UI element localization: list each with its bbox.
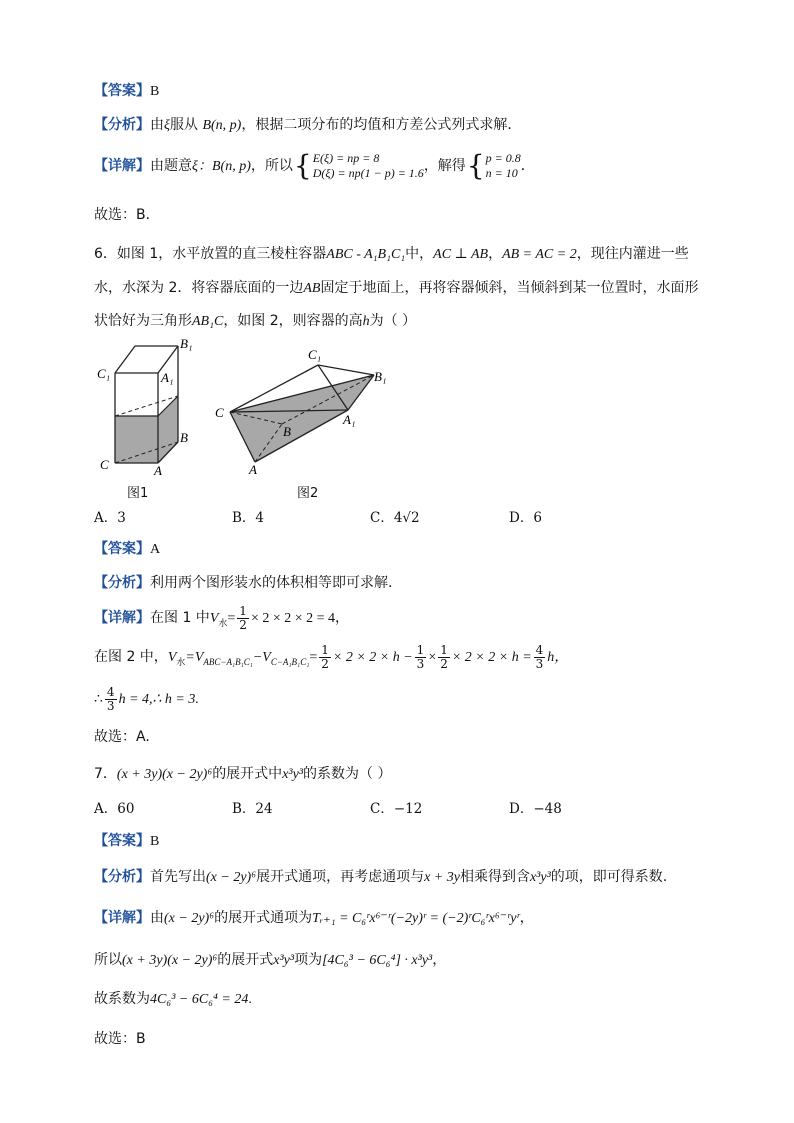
analysis-tag: 【分析】 xyxy=(94,575,150,591)
text: ，解得 xyxy=(423,158,466,174)
math: h， xyxy=(547,650,569,665)
text: 中， xyxy=(405,246,434,262)
text: ，所以 xyxy=(250,158,293,174)
text: 相乘得到含 xyxy=(459,869,530,885)
math: =V xyxy=(185,650,204,665)
text: 7． xyxy=(94,766,117,782)
fraction xyxy=(534,644,546,671)
equation: E(ξ) = np = 8 xyxy=(312,151,380,165)
subscript: 水 xyxy=(176,657,186,668)
detail-tag: 【详解】 xyxy=(94,910,150,926)
q6-detail-line1 xyxy=(94,603,349,639)
math: V xyxy=(209,611,219,626)
math: x + 3y xyxy=(424,870,460,885)
math: x³y³ xyxy=(273,953,295,968)
q7-detail-line1 xyxy=(94,909,534,928)
text: . xyxy=(248,992,252,1007)
analysis-tag: 【分析】 xyxy=(94,869,150,885)
text: 的系数为（ ） xyxy=(303,766,392,782)
text: 故系数为 xyxy=(94,991,150,1007)
math: V xyxy=(167,650,177,665)
option-b: B．24 xyxy=(232,801,273,817)
q7-stem xyxy=(94,765,391,784)
denominator: 2 xyxy=(440,656,448,671)
denominator: 3 xyxy=(106,698,115,713)
math: = xyxy=(309,650,318,665)
text: 展开式通项，再考虑通项与 xyxy=(256,869,425,885)
math: (x − 2y)⁶ xyxy=(164,911,215,926)
math: x³y³ xyxy=(282,767,304,782)
subscript: 水 xyxy=(218,618,228,629)
analysis-tag: 【分析】 xyxy=(94,117,150,133)
text: 的项，即可得系数. xyxy=(550,869,668,885)
math: h xyxy=(362,314,370,329)
math: ξ： xyxy=(192,159,212,174)
math: (x + 3y)(x − 2y)⁶ xyxy=(122,953,218,968)
text: ，根据二项分布的均值和方差公式列式求解． xyxy=(241,117,522,133)
detail-tag: 【详解】 xyxy=(94,610,150,626)
math: [4C₆³ − 6C₆⁴] · x³y³ xyxy=(322,953,433,968)
q6-stem-line2 xyxy=(94,279,698,298)
numerator: 1 xyxy=(321,642,329,657)
option-d: D．6 xyxy=(509,510,542,526)
text: 首先写出 xyxy=(150,869,206,885)
math: B(n, p) xyxy=(202,118,242,133)
text: 6．如图 1，水平放置的直三棱柱容器 xyxy=(94,246,327,262)
label-C: C xyxy=(100,457,109,472)
math: AB₁C xyxy=(192,314,224,329)
text: 服从 xyxy=(170,117,198,133)
math: (x − 2y)⁶ xyxy=(206,870,257,885)
text: 在图 1 中 xyxy=(150,610,210,626)
q6-detail-line2 xyxy=(94,642,568,678)
label-B: B xyxy=(283,424,291,439)
fraction xyxy=(319,644,331,671)
figure-1-prism xyxy=(90,336,210,476)
math: AC ⊥ AB xyxy=(433,247,489,262)
q6-stem-line1 xyxy=(94,245,689,264)
q6-stem-line3 xyxy=(94,312,416,331)
q5-detail-line xyxy=(94,149,535,184)
answer-value: B xyxy=(150,834,160,849)
text: 由 xyxy=(150,910,164,926)
answer-tag: 【答案】 xyxy=(94,83,150,99)
q7-analysis-line xyxy=(94,868,667,887)
solution-system xyxy=(486,151,521,181)
q7-detail-line3 xyxy=(94,990,252,1009)
q5-answer-line xyxy=(94,82,159,101)
math: (x + 3y)(x − 2y)⁶ xyxy=(116,767,213,782)
numerator: 4 xyxy=(106,684,115,699)
denominator: 3 xyxy=(535,656,544,671)
math: × 2 × 2 × 2 = 4， xyxy=(250,611,350,626)
text: 所以 xyxy=(94,952,122,968)
label-C1: C₁ xyxy=(308,347,322,362)
math: h = 4,∴ h = 3. xyxy=(118,692,199,707)
text: 水，水深为 2．将容器底面的一边 xyxy=(94,280,304,296)
fraction xyxy=(237,605,249,632)
answer-value: A xyxy=(150,542,161,557)
label-B: B xyxy=(180,430,188,445)
math: ∴ xyxy=(94,692,103,707)
numerator: 4 xyxy=(535,642,544,657)
brace: { xyxy=(466,149,485,182)
math: AB = AC = 2 xyxy=(502,247,577,262)
text: 的展开式 xyxy=(217,952,274,968)
label-B1: B₁ xyxy=(374,369,387,384)
text: 为（ ） xyxy=(369,313,417,329)
label-B1: B₁ xyxy=(180,336,193,351)
answer-tag: 【答案】 xyxy=(94,541,150,557)
text: 的展开式通项为 xyxy=(214,910,313,926)
text: 项为 xyxy=(294,952,323,968)
option-a: A．60 xyxy=(94,801,135,817)
figure-2-caption: 图2 xyxy=(297,486,319,501)
fraction xyxy=(438,644,450,671)
text: 由 xyxy=(150,117,164,133)
q6-detail-line3 xyxy=(94,684,199,715)
math: Tᵣ₊₁ = C₆ʳx⁶⁻ʳ(−2y)ʳ = (−2)ʳC₆ʳx⁶⁻ʳyʳ xyxy=(312,911,520,926)
option-b: B．4 xyxy=(232,510,265,526)
text: 固定于地面上，再将容器倾斜，当倾斜到某一位置时，水面形 xyxy=(320,280,699,296)
equation-system xyxy=(313,151,424,181)
option-a: A．3 xyxy=(94,510,126,526)
equation: p = 0.8 xyxy=(485,151,521,165)
subscript: C−A₁B₁C₁ xyxy=(270,656,310,667)
math: = xyxy=(227,611,236,626)
math: × 2 × 2 × h − xyxy=(332,650,413,665)
text: 在图 2 中， xyxy=(94,649,168,665)
math: B(n, p) xyxy=(212,159,251,174)
answer-value: B xyxy=(150,84,160,99)
label-A1: A₁ xyxy=(343,412,356,427)
label-C: C xyxy=(215,405,224,420)
q7-answer-line xyxy=(94,832,159,851)
option-c: C．4√2 xyxy=(370,510,420,526)
math: x³y³ xyxy=(529,870,551,885)
denominator: 2 xyxy=(321,656,329,671)
math: × 2 × 2 × h = xyxy=(451,650,532,665)
label-A: A xyxy=(154,463,162,476)
text: ， xyxy=(519,910,534,926)
text: ，如图 2，则容器的高 xyxy=(223,313,363,329)
q5-analysis-line xyxy=(94,116,521,135)
figure-2-tilted-prism xyxy=(212,344,392,476)
math: ξ xyxy=(164,118,170,133)
math: 4C₆³ − 6C₆⁴ = 24 xyxy=(150,992,249,1007)
text: ， xyxy=(488,246,503,262)
numerator: 1 xyxy=(440,642,448,657)
label-A1: A₁ xyxy=(161,370,174,385)
subscript: ABC−A₁B₁C₁ xyxy=(203,656,253,667)
text: ． xyxy=(520,158,535,174)
equation: n = 10 xyxy=(485,166,518,180)
math: AB xyxy=(303,281,321,296)
text: 由题意 xyxy=(150,158,192,174)
denominator: 3 xyxy=(416,656,425,671)
label-C1: C₁ xyxy=(97,366,111,381)
q6-choose-line: 故选：A. xyxy=(94,729,150,745)
q6-analysis-line xyxy=(94,574,392,592)
q7-choose-line: 故选：B xyxy=(94,1031,146,1047)
detail-tag: 【详解】 xyxy=(94,158,150,174)
math: −V xyxy=(252,650,271,665)
text: ， xyxy=(432,952,447,968)
q6-answer-line xyxy=(94,540,160,559)
brace: { xyxy=(293,149,312,182)
figure-1-caption: 图1 xyxy=(127,486,149,501)
label-A: A xyxy=(249,462,257,476)
text: 的展开式中 xyxy=(212,766,283,782)
option-d: D．−48 xyxy=(509,801,562,817)
fraction xyxy=(415,644,427,671)
text: 利用两个图形装水的体积相等即可求解. xyxy=(150,575,393,591)
option-c: C．−12 xyxy=(370,801,423,817)
fraction xyxy=(105,686,117,713)
math: ABC - A₁B₁C₁ xyxy=(326,247,406,262)
q7-detail-line2 xyxy=(94,951,446,970)
denominator: 2 xyxy=(239,617,247,632)
q5-choose-line: 故选：B． xyxy=(94,207,160,223)
text: 状恰好为三角形 xyxy=(94,313,192,329)
equation: D(ξ) = np(1 − p) = 1.6 xyxy=(312,166,424,180)
numerator: 1 xyxy=(239,603,247,618)
answer-tag: 【答案】 xyxy=(94,833,150,849)
numerator: 1 xyxy=(416,642,425,657)
text: ，现往内灌进一些 xyxy=(576,246,689,262)
math: × xyxy=(428,650,437,665)
